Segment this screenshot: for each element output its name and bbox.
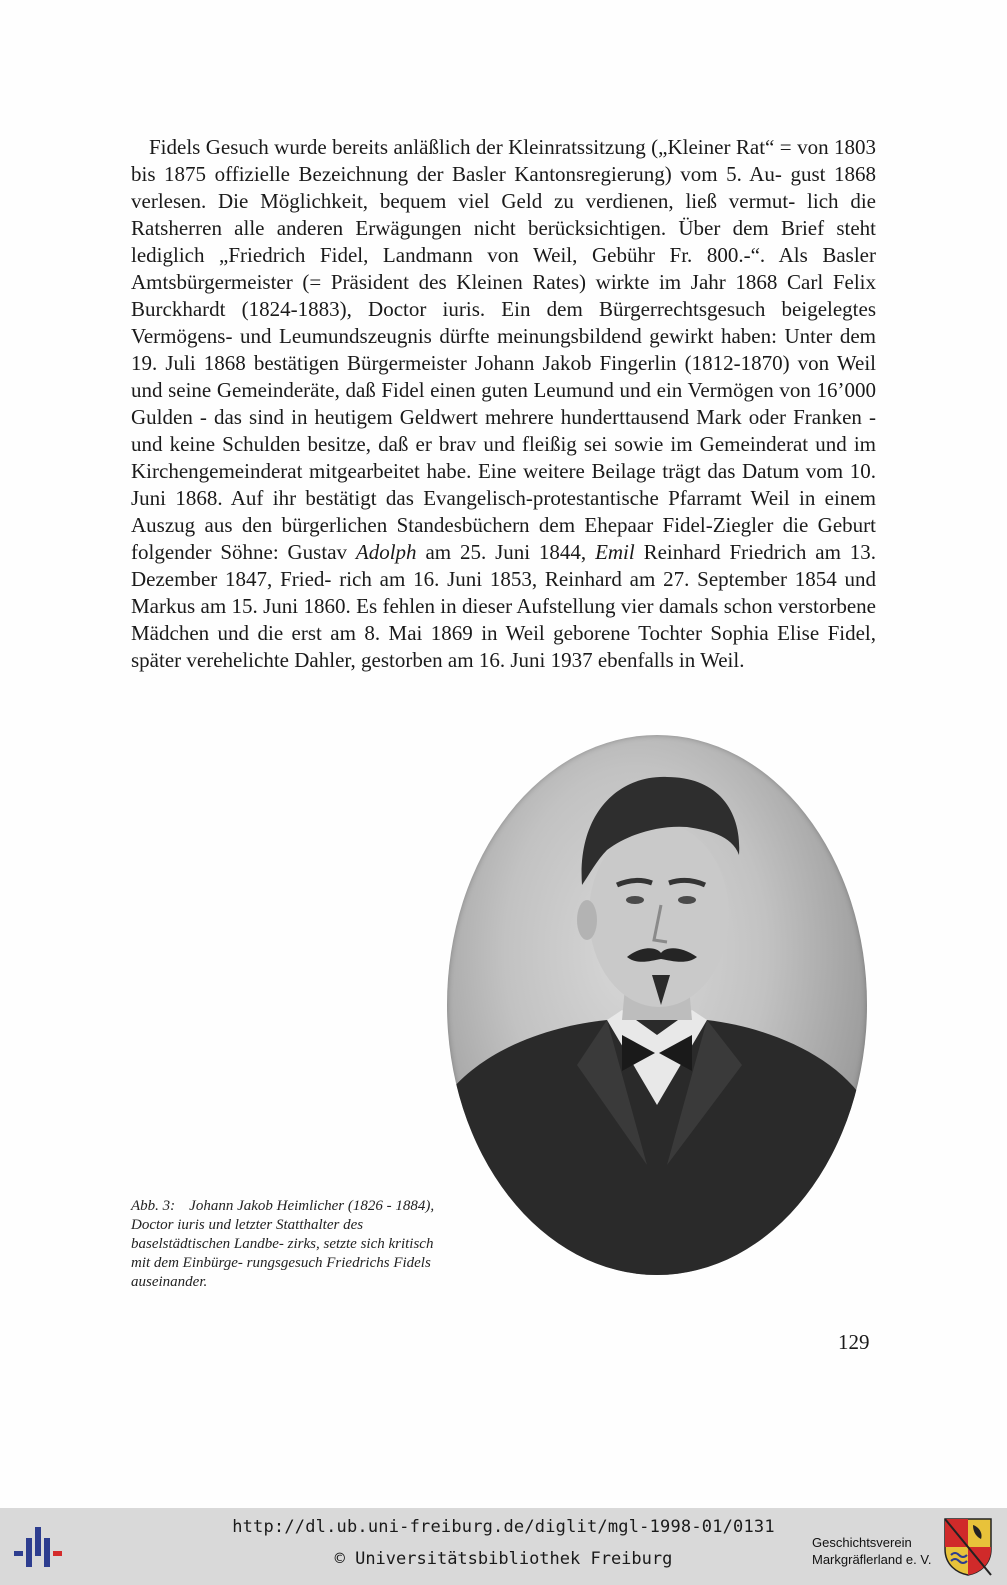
footer-url-link[interactable]: http://dl.ub.uni-freiburg.de/diglit/mgl-1998-01/0131 [232,1517,775,1537]
society-name-line2: Markgräflerland e. V. [812,1552,932,1567]
text-run: rich am 16. Juni 1853, Reinhard am 27. September 1854 und Markus am 15. Juni 1860. Es fehlen in dieser Aufstellung vier damals schon verstorbene Mädchen und die erst am 8. Mai 1869 in Weil geborene Tochter Sophia Elise Fidel, später verehelichte Dahler, gestorben am 16. Juni 1937 ebenfalls in Weil. [131,567,876,672]
text-run: Fidels Gesuch wurde bereits anläßlich der Kleinratssitzung („Kleiner Rat“ = von 1803 bis 1875 offizielle Bezeichnung der Basler Kantonsregierung) vom 5. Au- [131,135,876,186]
text-run: lich die Ratsherren alle anderen Erwägungen nicht berücksichtigen. Über dem Brief steht lediglich „Friedrich Fidel, Landmann von Weil, Gebühr Fr. 800.-“. Als Basler Amtsbürgermeister (= Präsident des Kleinen Rates) wirkte im Jahr 1868 Carl Felix Burckhardt (1824-1883), Doctor iuris. Ein dem Bürgerrechtsgesuch beigelegtes Vermögens- und Leumundszeugnis dürfte meinungsbildend gewirkt haben: Unter dem 19. Juli 1868 bestätigen Bürgermeister Johann Jakob Fingerlin (1812-1870) von Weil und seine Gemeinderäte, daß Fidel einen guten Leumund und ein Vermögen von 16’000 Gulden - das sind in heutigem Geldwert mehrere hunderttausend Mark oder Franken - und keine Schulden besitze, daß er brav und fleißig sei sowie im Gemeinderat und im Kirchengemeinderat mitgearbeitet habe. Eine weitere Beilage trägt das Datum vom 10. Juni 1868. Auf ihr bestätigt das Evangelisch-protestantische Pfarramt Weil in einem Auszug aus den bürgerlichen Standesbüchern dem Ehepaar Fidel-Ziegler die Geburt folgender Söhne: Gustav [131,189,876,564]
portrait-photo [447,735,867,1275]
footer-copyright: © Universitätsbibliothek Freiburg [334,1549,673,1569]
society-name-line1: Geschichtsverein [812,1535,912,1550]
body-text [131,134,876,674]
caption-text: Johann Jakob Heimlicher (1826 - 1884), Doctor iuris und letzter Statthalter des baselstädtischen Landbe- zirks, setzte sich kritisch mit dem Einbürge- rungsgesuch Friedrichs Fidels auseinander. [131,1198,435,1290]
portrait-illustration [447,735,867,1275]
main-paragraph [131,134,876,674]
emphasis-adolph: Adolph [355,540,417,564]
figure-caption [131,1197,449,1292]
text-run: gust 1868 verlesen. Die Möglichkeit, bequem viel Geld zu verdienen, ließ vermut- [131,162,876,213]
emphasis-emil: Emil [595,540,635,564]
coat-of-arms-icon [943,1517,993,1577]
society-name [812,1534,931,1568]
text-run: Reinhard Friedrich am 13. Dezember 1847, Fried- [131,540,877,591]
caption-label: Abb. 3: [131,1198,176,1214]
footer-bar [0,1508,1007,1585]
text-run: am 25. Juni 1844, [425,540,587,564]
page-number: 129 [838,1330,870,1354]
